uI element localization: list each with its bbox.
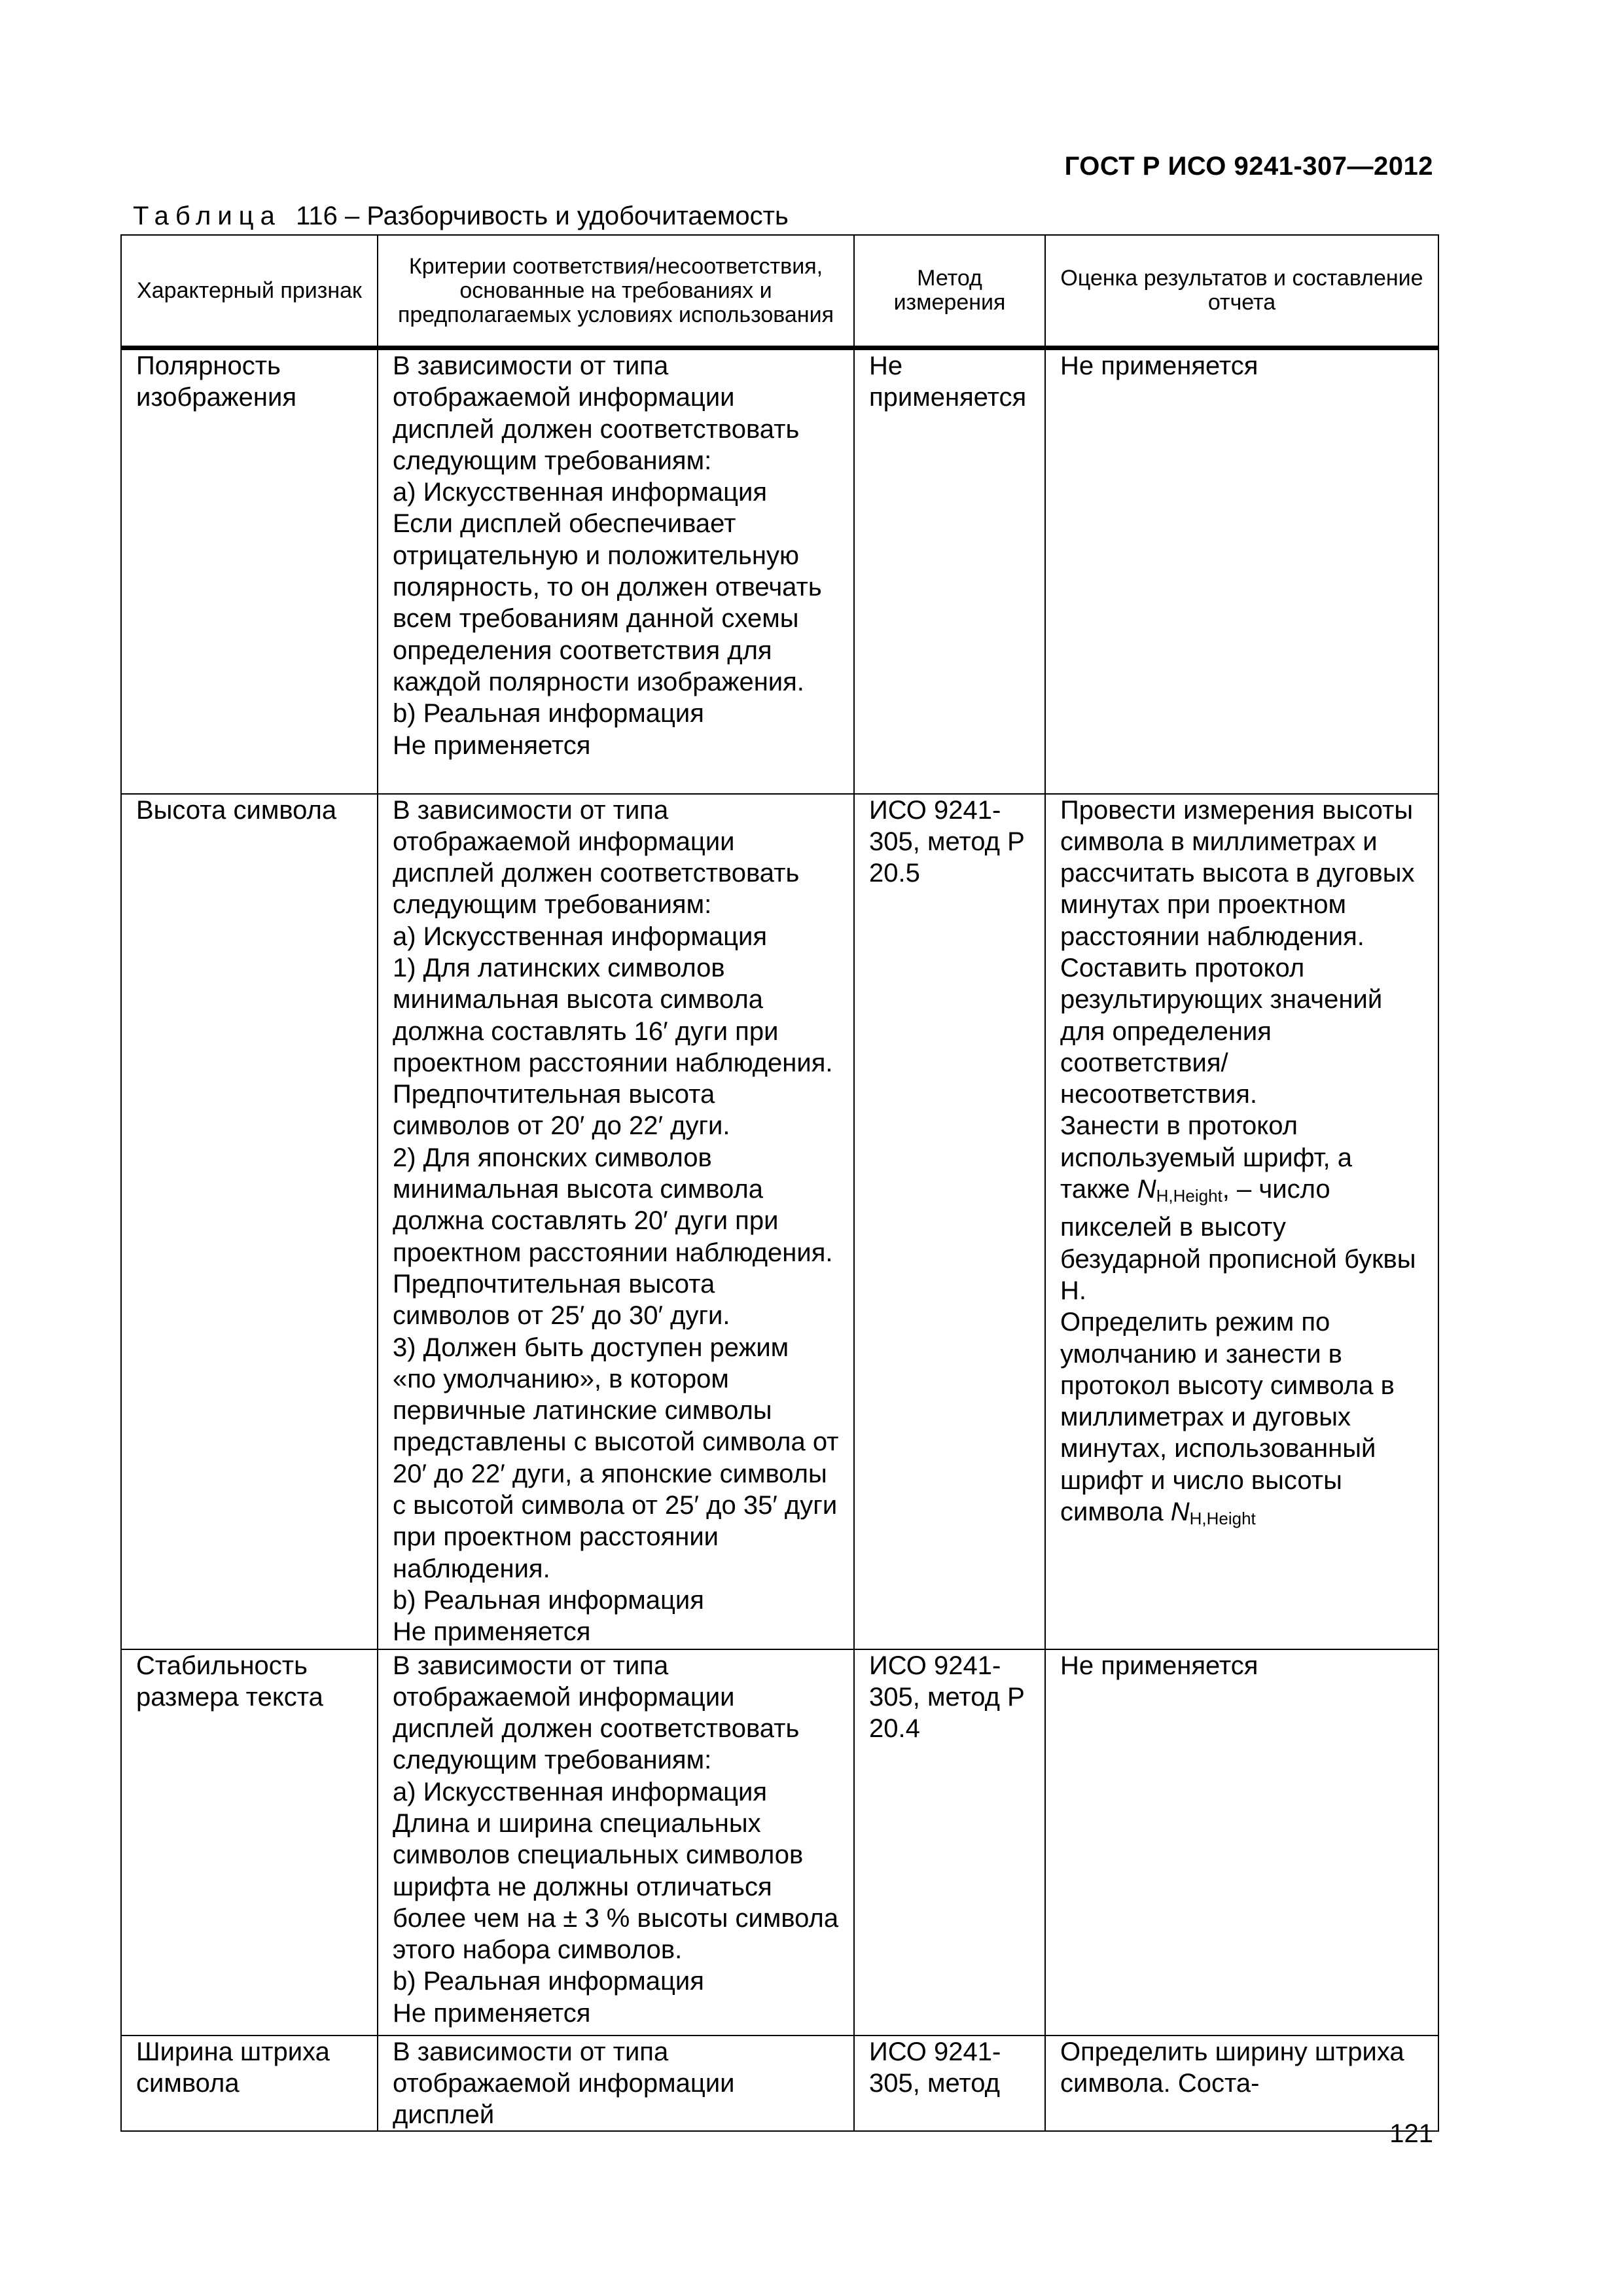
criteria-paragraph: Длина и ширина специальных символов специальных символов шрифта не должны отличаться более чем на ± 3 % высоты символа этого набора символов. xyxy=(393,1808,839,1965)
criteria-paragraph: В зависимости от типа отображаемой информации дисплей должен соответствовать следующим требованиям: xyxy=(393,1651,800,1775)
feature-text: Стабильность размера текста xyxy=(136,1651,323,1712)
column-header-feature: Характерный признак xyxy=(121,235,378,348)
column-header-criteria: Критерии соответствия/несоответствия, основанные на требованиях и предполагаемых условиях использования xyxy=(378,235,854,348)
criteria-paragraph: Не применяется xyxy=(393,730,591,760)
criteria-paragraph: 1) Для латинских символов минимальная высота символа должна составлять 16′ дуги при проектном расстоянии наблюдения. Предпочтительная высота символов от 20′ до 22′ дуги. xyxy=(393,953,833,1141)
feature-text: Ширина штриха символа xyxy=(136,2037,330,2098)
requirements-table xyxy=(120,234,1439,2132)
criteria-paragraph: Если дисплей обеспечивает отрицательную и положительную полярность, то он должен отвечать всем требованиям данной схемы определения соответствия для каждой полярности изображения. xyxy=(393,509,822,696)
evaluation-cell xyxy=(1045,1649,1438,2036)
table-caption-title: 116 – Разборчивость и удобочитаемость xyxy=(296,202,789,230)
table-row xyxy=(121,1649,1438,2036)
evaluation-text: , – число пикселей в высоту безударной прописной буквы Н. xyxy=(1060,1175,1416,1305)
symbol-subscript: H,Height xyxy=(1189,1509,1256,1529)
feature-cell xyxy=(121,2036,378,2132)
table-row xyxy=(121,348,1438,794)
evaluation-cell xyxy=(1045,794,1438,1649)
criteria-paragraph: 2) Для японских символов минимальная высота символа должна составлять 20′ дуги при проектном расстоянии наблюдения. Предпочтительная высота символов от 25′ до 30′ дуги. xyxy=(393,1143,833,1331)
standard-header: ГОСТ Р ИСО 9241-307—2012 xyxy=(1064,152,1433,181)
column-header-method: Метод измерения xyxy=(854,235,1045,348)
criteria-paragraph: b) Реальная информация xyxy=(393,699,704,728)
evaluation-text: Занести в протокол используемый шрифт, а также xyxy=(1060,1111,1353,1204)
criteria-paragraph: Не применяется xyxy=(393,1617,591,1647)
method-cell xyxy=(854,794,1045,1649)
criteria-text: В зависимости от типа отображаемой информации дисплей xyxy=(393,2037,735,2130)
table-row xyxy=(121,794,1438,1649)
method-cell xyxy=(854,348,1045,794)
evaluation-paragraph: Провести измерения высоты символа в миллиметрах и рассчитать высота в дуговых минутах при проектном расстоянии наблюдения. Составить протокол результирующих значений для определения соответствия/несоответствия. xyxy=(1060,795,1415,1109)
criteria-paragraph: a) Искусственная информация xyxy=(393,478,767,507)
evaluation-text: Определить режим по умолчанию и занести в протокол высоту символа в миллиметрах и дуговых минутах, использованный шрифт и число высоты символа xyxy=(1060,1308,1395,1527)
method-text: Не применяется xyxy=(869,351,1027,412)
method-text: ИСО 9241-305, метод Р 20.5 xyxy=(869,795,1025,888)
symbol-n: N xyxy=(1137,1175,1156,1204)
criteria-paragraph: 3) Должен быть доступен режим «по умолчанию», в котором первичные латинские символы представлены с высотой символа от 20′ до 22′ дуги, а японские символы с высотой символа от 25′ до 35′ дуги при проектном расстоянии наблюдения. xyxy=(393,1333,839,1583)
evaluation-text: Не применяется xyxy=(1060,1651,1258,1680)
criteria-cell xyxy=(378,2036,854,2132)
evaluation-paragraph xyxy=(1060,1306,1423,1534)
criteria-paragraph: a) Искусственная информация xyxy=(393,1777,767,1806)
criteria-paragraph: b) Реальная информация xyxy=(393,1585,704,1615)
criteria-cell xyxy=(378,1649,854,2036)
method-text: ИСО 9241-305, метод Р 20.4 xyxy=(869,1651,1025,1744)
feature-cell xyxy=(121,348,378,794)
table-header-row xyxy=(121,235,1438,348)
feature-cell xyxy=(121,794,378,1649)
method-cell xyxy=(854,1649,1045,2036)
feature-text: Полярность изображения xyxy=(136,351,296,412)
evaluation-cell xyxy=(1045,348,1438,794)
feature-cell xyxy=(121,1649,378,2036)
criteria-paragraph: В зависимости от типа отображаемой информации дисплей должен соответствовать следующим требованиям: xyxy=(393,351,800,475)
criteria-cell xyxy=(378,348,854,794)
criteria-paragraph: b) Реальная информация xyxy=(393,1967,704,1996)
symbol-n: N xyxy=(1170,1498,1190,1527)
evaluation-text: Не применяется xyxy=(1060,351,1258,380)
criteria-cell xyxy=(378,794,854,1649)
criteria-paragraph: a) Искусственная информация xyxy=(393,922,767,951)
feature-text: Высота символа xyxy=(136,795,337,825)
method-text: ИСО 9241-305, метод xyxy=(869,2037,1001,2098)
table-caption-word: Таблица xyxy=(133,202,281,230)
method-cell xyxy=(854,2036,1045,2132)
evaluation-text: Определить ширину штриха символа. Соста- xyxy=(1060,2037,1404,2098)
column-header-evaluation: Оценка результатов и составление отчета xyxy=(1045,235,1438,348)
table-caption xyxy=(133,202,789,231)
criteria-paragraph: В зависимости от типа отображаемой информации дисплей должен соответствовать следующим требованиям: xyxy=(393,795,800,920)
criteria-paragraph: Не применяется xyxy=(393,1998,591,2028)
evaluation-cell xyxy=(1045,2036,1438,2132)
page-number: 121 xyxy=(1389,2119,1433,2148)
evaluation-paragraph xyxy=(1060,1110,1423,1306)
symbol-subscript: H,Height xyxy=(1156,1186,1222,1206)
table-row xyxy=(121,2036,1438,2132)
